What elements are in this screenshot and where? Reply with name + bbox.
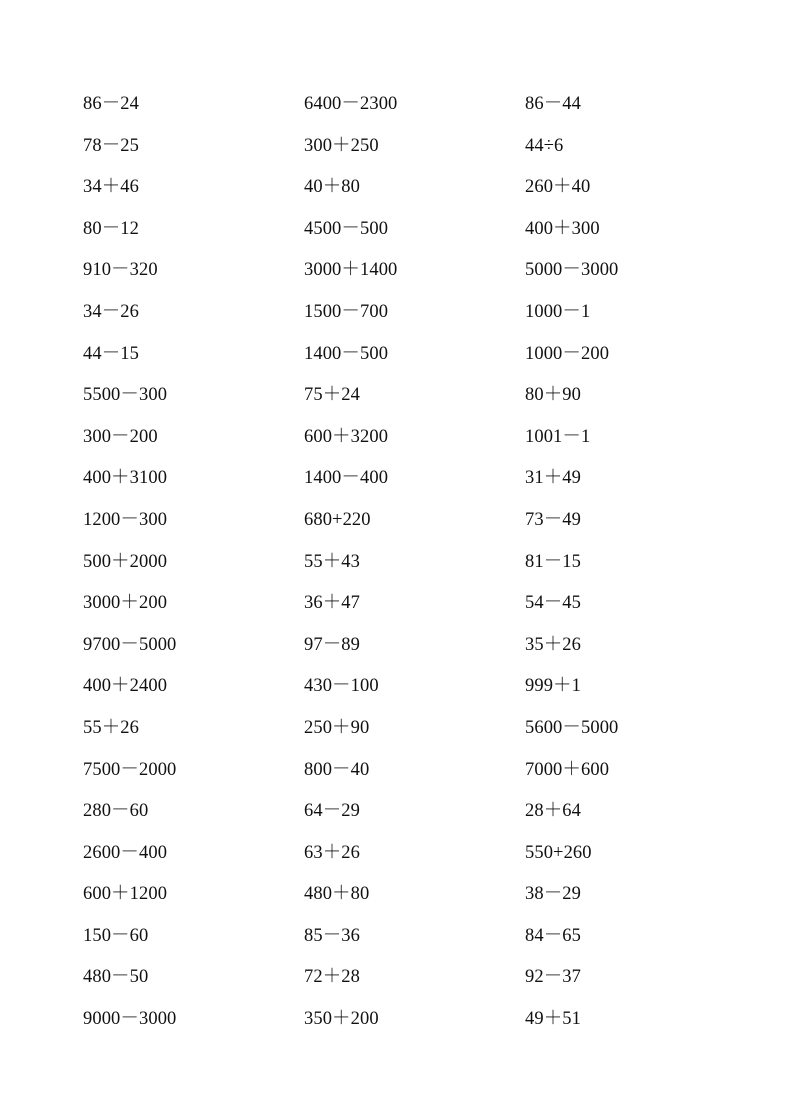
arithmetic-problem: 54－45 (525, 593, 582, 614)
arithmetic-problem: 1400－400 (304, 468, 389, 489)
arithmetic-problem: 350＋200 (304, 1009, 379, 1030)
arithmetic-problem: 600＋1200 (83, 884, 168, 905)
arithmetic-problem: 38－29 (525, 884, 582, 905)
arithmetic-problem: 150－60 (83, 925, 149, 946)
arithmetic-problem: 84－65 (525, 925, 582, 946)
arithmetic-problem: 680+220 (304, 509, 371, 530)
arithmetic-problem: 81－15 (525, 551, 582, 572)
arithmetic-problem: 63＋26 (304, 842, 361, 863)
arithmetic-problem: 55＋43 (304, 551, 361, 572)
arithmetic-problem: 550+260 (525, 842, 592, 863)
arithmetic-problem: 3000＋1400 (304, 260, 398, 281)
arithmetic-problem: 600＋3200 (304, 426, 389, 447)
arithmetic-problem: 9700－5000 (83, 634, 177, 655)
arithmetic-problem: 5000－3000 (525, 260, 619, 281)
arithmetic-problem: 910－320 (83, 260, 158, 281)
arithmetic-problem: 480－50 (83, 967, 149, 988)
arithmetic-problem: 3000＋200 (83, 593, 168, 614)
arithmetic-problem: 1000－200 (525, 343, 610, 364)
arithmetic-problem: 28＋64 (525, 801, 582, 822)
arithmetic-problem: 75＋24 (304, 385, 361, 406)
arithmetic-problem: 7500－2000 (83, 759, 177, 780)
arithmetic-problem: 300＋250 (304, 135, 379, 156)
arithmetic-problem: 9000－3000 (83, 1009, 177, 1030)
arithmetic-problem: 80＋90 (525, 385, 582, 406)
arithmetic-problem: 40＋80 (304, 177, 361, 198)
arithmetic-problem: 31＋49 (525, 468, 582, 489)
arithmetic-problem: 1500－700 (304, 301, 389, 322)
arithmetic-problem: 55＋26 (83, 717, 140, 738)
arithmetic-problem: 49＋51 (525, 1009, 582, 1030)
arithmetic-problem: 92－37 (525, 967, 582, 988)
arithmetic-problem: 80－12 (83, 218, 140, 239)
arithmetic-problem: 400＋300 (525, 218, 600, 239)
arithmetic-problem: 97－89 (304, 634, 361, 655)
arithmetic-problem: 300－200 (83, 426, 158, 447)
arithmetic-problem: 1001－1 (525, 426, 591, 447)
arithmetic-problem-grid (83, 90, 723, 1047)
arithmetic-problem: 430－100 (304, 676, 379, 697)
arithmetic-problem: 7000＋600 (525, 759, 610, 780)
arithmetic-problem: 34＋46 (83, 177, 140, 198)
arithmetic-problem: 260＋40 (525, 177, 591, 198)
arithmetic-problem: 44÷6 (525, 135, 564, 156)
arithmetic-problem: 280－60 (83, 801, 149, 822)
arithmetic-problem: 36＋47 (304, 593, 361, 614)
arithmetic-problem: 44－15 (83, 343, 140, 364)
arithmetic-problem: 1000－1 (525, 301, 591, 322)
arithmetic-problem: 64－29 (304, 801, 361, 822)
arithmetic-problem: 500＋2000 (83, 551, 168, 572)
arithmetic-problem: 2600－400 (83, 842, 168, 863)
arithmetic-problem: 85－36 (304, 925, 361, 946)
arithmetic-problem: 250＋90 (304, 717, 370, 738)
arithmetic-problem: 86－24 (83, 94, 140, 114)
arithmetic-problem: 35＋26 (525, 634, 582, 655)
arithmetic-problem: 1200－300 (83, 509, 168, 530)
arithmetic-problem: 34－26 (83, 301, 140, 322)
arithmetic-problem: 1400－500 (304, 343, 389, 364)
arithmetic-problem: 86－44 (525, 94, 582, 114)
arithmetic-problem: 999＋1 (525, 676, 582, 697)
arithmetic-problem: 4500－500 (304, 218, 389, 239)
arithmetic-problem: 5500－300 (83, 385, 168, 406)
arithmetic-problem: 72＋28 (304, 967, 361, 988)
arithmetic-problem: 6400－2300 (304, 94, 398, 114)
arithmetic-problem: 5600－5000 (525, 717, 619, 738)
arithmetic-problem: 480＋80 (304, 884, 370, 905)
arithmetic-problem: 400＋2400 (83, 676, 168, 697)
arithmetic-problem: 73－49 (525, 509, 582, 530)
arithmetic-problem: 800－40 (304, 759, 370, 780)
arithmetic-problem: 78－25 (83, 135, 140, 156)
arithmetic-problem: 400＋3100 (83, 468, 168, 489)
